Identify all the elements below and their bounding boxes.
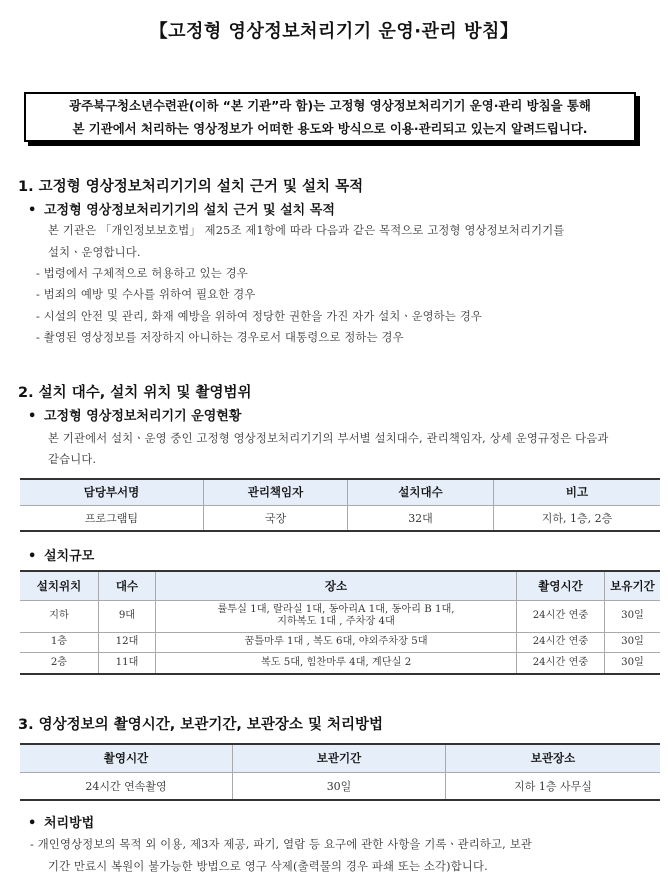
intro-line-1: 광주북구청소년수련관(이하 “본 기관”라 함)는 고정형 영상정보처리기기 운영·관리 방침을 통해	[69, 98, 591, 113]
table-cell: 국장	[204, 505, 348, 531]
table-cell: 1층	[20, 632, 99, 652]
page-title: 【고정형 영상정보처리기기 운영·관리 방침】	[149, 21, 519, 42]
table-cell: 30일	[605, 632, 661, 652]
section-1-heading: 1. 고정형 영상정보처리기기의 설치 근거 및 설치 목적	[18, 179, 364, 195]
intro-line-2: 본 기관에서 처리하는 영상정보가 어떠한 용도와 방식으로 이용·관리되고 있는지 알려드립니다.	[72, 121, 588, 136]
retention-table	[20, 743, 660, 801]
table-cell: 지하 1층 사무실	[446, 772, 661, 800]
installation-scale-label: 설치규모	[44, 549, 95, 564]
table-cell: 지하	[20, 600, 99, 632]
table-cell: 24시간 연속촬영	[20, 772, 233, 800]
table-header: 장소	[156, 571, 517, 600]
table-cell: 복도 5대, 힘찬마루 4대, 계단실 2	[156, 652, 517, 674]
table-row	[20, 600, 660, 632]
processing-method-bullet	[28, 812, 94, 831]
section-2-bullet-label: 고정형 영상정보처리기기 운영현황	[44, 409, 242, 424]
section-2-bullet	[28, 405, 241, 424]
table-row	[20, 632, 660, 652]
table-cell: 30일	[605, 600, 661, 632]
section-1-body-1: 본 기관은 「개인정보보호법」 제25조 제1항에 따라 다음과 같은 목적으로 고정형 영상정보처리기기를	[48, 224, 565, 237]
list-item: - 시설의 안전 및 관리, 화재 예방을 위하여 정당한 권한을 가진 자가 설치ㆍ운영하는 경우	[36, 310, 483, 323]
table-cell: 지하, 1층, 2층	[494, 505, 661, 531]
place-line: 지하복도 1대 , 주차장 4대	[277, 616, 395, 627]
table-header: 담당부서명	[20, 479, 204, 505]
intro-box	[24, 92, 636, 142]
processing-method-label: 처리방법	[44, 816, 95, 831]
table-header: 설치대수	[348, 479, 494, 505]
section-2-body-1: 본 기관에서 설치ㆍ운영 중인 고정형 영상정보처리기기의 부서별 설치대수, 관리책임자, 상세 운영규정은 다음과	[48, 432, 609, 445]
table-cell: 프로그램팀	[20, 505, 204, 531]
table-cell: 24시간 연중	[517, 600, 605, 632]
processing-body-2: 기간 만료시 복원이 불가능한 방법으로 영구 삭제(출력물의 경우 파쇄 또는 소각)합니다.	[48, 860, 488, 873]
operation-status-table	[20, 478, 660, 532]
table-row	[20, 772, 660, 800]
table-header: 촬영시간	[517, 571, 605, 600]
table-header: 관리책임자	[204, 479, 348, 505]
table-header: 대수	[99, 571, 156, 600]
table-row	[20, 652, 660, 674]
section-2-heading: 2. 설치 대수, 설치 위치 및 촬영범위	[18, 385, 252, 401]
section-3-heading: 3. 영상정보의 촬영시간, 보관기간, 보관장소 및 처리방법	[18, 717, 384, 733]
table-cell: 32대	[348, 505, 494, 531]
table-cell: 2층	[20, 652, 99, 674]
list-item: - 법령에서 구체적으로 허용하고 있는 경우	[36, 267, 248, 280]
table-cell: 12대	[99, 632, 156, 652]
table-cell: 24시간 연중	[517, 632, 605, 652]
table-cell: 30일	[233, 772, 446, 800]
section-1-bullet-label: 고정형 영상정보처리기기의 설치 근거 및 설치 목적	[44, 203, 335, 218]
table-cell: 꿈틀마루 1대 , 복도 6대, 야외주차장 5대	[156, 632, 517, 652]
bullet-dot: •	[28, 549, 37, 564]
installation-scale-table	[20, 570, 660, 675]
table-header: 보유기간	[605, 571, 661, 600]
table-header-row	[20, 479, 660, 505]
table-cell: 9대	[99, 600, 156, 632]
table-header: 보관기간	[233, 744, 446, 772]
table-header: 설치위치	[20, 571, 99, 600]
table-header: 촬영시간	[20, 744, 233, 772]
table-cell: 11대	[99, 652, 156, 674]
list-item: - 촬영된 영상정보를 저장하지 아니하는 경우로서 대통령으로 정하는 경우	[36, 331, 404, 344]
section-1-body-2: 설치ㆍ운영합니다.	[48, 246, 141, 259]
section-2-body-2: 같습니다.	[48, 453, 97, 466]
table-cell	[156, 600, 517, 632]
table-header-row	[20, 571, 660, 600]
bullet-dot: •	[28, 203, 37, 218]
table-header-row	[20, 744, 660, 772]
section-1-bullet	[28, 199, 335, 218]
table-cell: 24시간 연중	[517, 652, 605, 674]
bullet-dot: •	[28, 409, 37, 424]
processing-body-1: - 개인영상정보의 목적 외 이용, 제3자 제공, 파기, 열람 등 요구에 관한 사항을 기록ㆍ관리하고, 보관	[30, 838, 532, 851]
list-item: - 범죄의 예방 및 수사를 위하여 필요한 경우	[36, 288, 256, 301]
bullet-dot: •	[28, 816, 37, 831]
installation-scale-bullet	[28, 545, 94, 564]
place-line: 률투실 1대, 랄라실 1대, 동아리A 1대, 동아리 B 1대,	[217, 604, 455, 615]
table-header: 비고	[494, 479, 661, 505]
table-cell: 30일	[605, 652, 661, 674]
table-header: 보관장소	[446, 744, 661, 772]
table-row	[20, 505, 660, 531]
